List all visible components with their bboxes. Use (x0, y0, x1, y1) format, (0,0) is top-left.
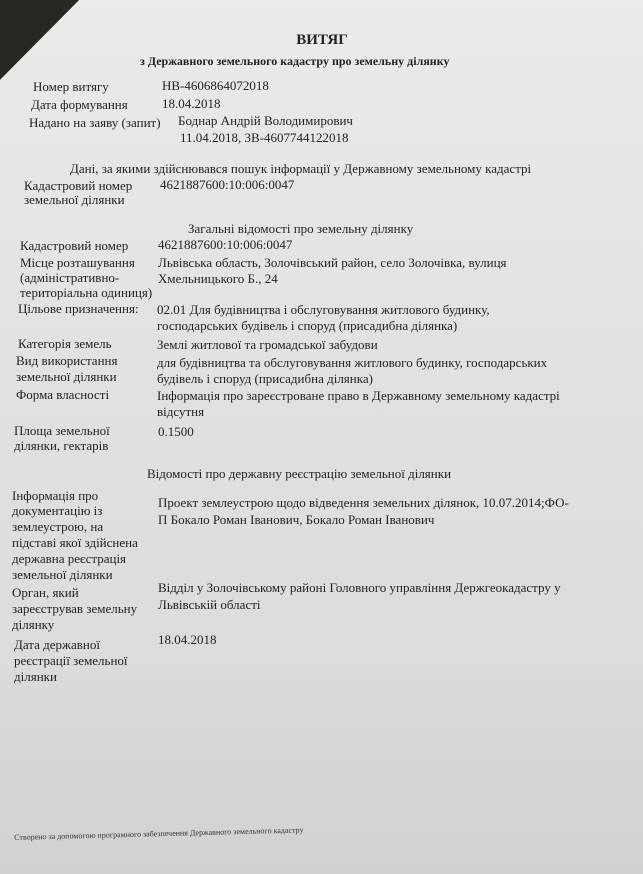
registration-date-label-1: Дата державної (14, 637, 101, 652)
extract-number-label: Номер витягу (33, 79, 109, 94)
area-value: 0.1500 (158, 424, 194, 439)
document-title: ВИТЯГ (296, 32, 348, 48)
request-applicant: Боднар Андрій Володимирович (178, 113, 353, 128)
request-number: 11.04.2018, ЗВ-4607744122018 (180, 130, 349, 145)
general-heading: Загальні відомості про земельну ділянку (188, 221, 414, 236)
registration-heading: Відомості про державну реєстрацію земельної ділянки (147, 466, 452, 481)
usage-value-2: будівель і споруд (присадибна ділянка) (157, 371, 373, 386)
registering-organ-value-1: Відділ у Золочівському районі Головного управління Держгеокадастру у (158, 580, 561, 595)
ownership-value-1: Інформація про зареєстроване право в Державному земельному кадастрі (157, 388, 560, 403)
purpose-label: Цільове призначення: (18, 301, 139, 316)
documentation-value-1: Проект землеустрою щодо відведення земельних ділянок, 10.07.2014;ФО- (158, 495, 569, 510)
documentation-value-2: П Бокало Роман Іванович, Бокало Роман Іванович (158, 512, 435, 527)
registering-organ-value-2: Львівській області (158, 597, 261, 612)
usage-label-2: земельної ділянки (16, 369, 117, 384)
area-label-2: ділянки, гектарів (14, 438, 109, 453)
cadastral-number-value: 4621887600:10:006:0047 (158, 237, 293, 252)
registration-date-label-3: ділянки (14, 669, 57, 684)
footer-note: Створено за допомогою програмного забезпечення Державного земельного кадастру (14, 825, 304, 842)
search-cadastral-label-2: земельної ділянки (24, 192, 125, 207)
search-heading: Дані, за якими здійснювався пошук інформації у Державному земельному кадастрі (70, 161, 532, 176)
registration-date-label-2: реєстрації земельної (14, 653, 128, 668)
registering-organ-label-2: зареєстрував земельну (12, 601, 138, 616)
documentation-label-5: державна реєстрація (12, 551, 127, 566)
document-subtitle: з Державного земельного кадастру про земельну ділянку (140, 54, 450, 68)
documentation-label-3: землеустрою, на (12, 519, 104, 534)
usage-value-1: для будівництва та обслуговування житлового будинку, господарських (157, 355, 548, 370)
documentation-label-6: земельної ділянки (12, 567, 113, 582)
search-cadastral-label-1: Кадастровий номер (24, 178, 133, 193)
request-label: Надано на заяву (запит) (29, 115, 161, 130)
purpose-value-2: господарських будівель і споруд (присадибна ділянка) (157, 318, 458, 333)
location-label-2: (адміністративно- (20, 270, 120, 285)
land-category-value: Землі житлової та громадської забудови (157, 337, 378, 352)
documentation-label-2: документацію із (12, 503, 103, 518)
ownership-value-2: відсутня (157, 404, 205, 419)
purpose-value-1: 02.01 Для будівництва і обслуговування житлового будинку, (157, 302, 490, 317)
documentation-label-4: підставі якої здійснена (12, 535, 138, 550)
location-label-3: територіальна одиниця) (20, 285, 153, 300)
formation-date-value: 18.04.2018 (162, 96, 221, 111)
documentation-label-1: Інформація про (12, 488, 99, 503)
search-cadastral-value: 4621887600:10:006:0047 (160, 177, 295, 192)
location-label-1: Місце розташування (20, 255, 135, 270)
land-category-label: Категорія земель (18, 336, 112, 351)
extract-number-value: НВ-4606864072018 (162, 78, 269, 93)
cadastral-number-label: Кадастровий номер (20, 238, 129, 253)
area-label-1: Площа земельної (14, 423, 110, 438)
location-value-1: Львівська область, Золочівський район, село Золочівка, вулиця (158, 255, 507, 270)
registering-organ-label-1: Орган, який (12, 585, 79, 600)
registering-organ-label-3: ділянку (12, 617, 55, 632)
formation-date-label: Дата формування (31, 97, 128, 112)
usage-label-1: Вид використання (16, 353, 118, 368)
location-value-2: Хмельницького Б., 24 (158, 271, 278, 286)
registration-date-value: 18.04.2018 (158, 632, 217, 647)
ownership-label: Форма власності (16, 387, 110, 402)
